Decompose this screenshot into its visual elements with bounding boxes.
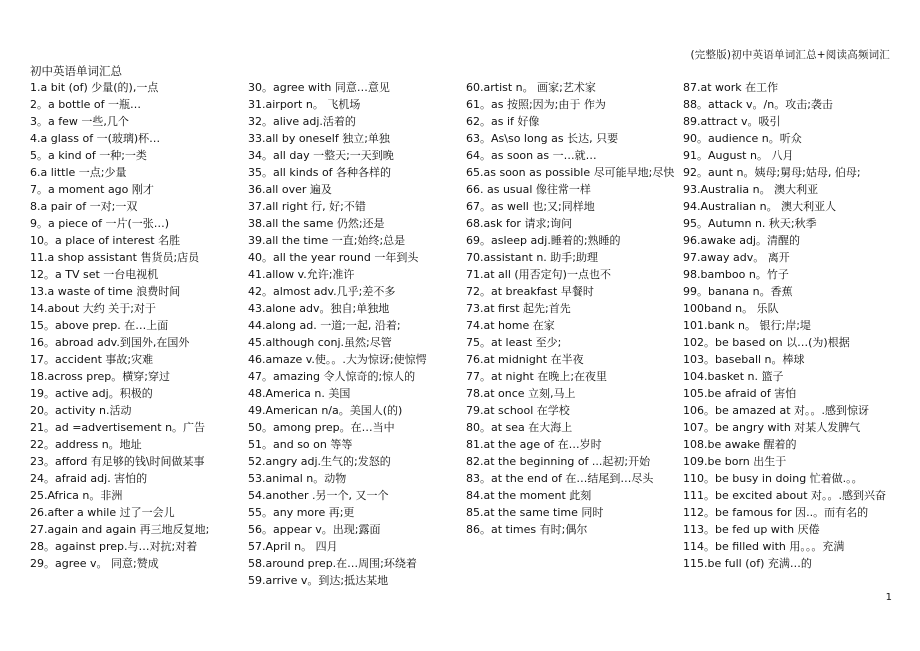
page-title: 初中英语单词汇总 <box>30 64 122 78</box>
vocab-entry: 40。all the year round 一年到头 <box>248 251 419 264</box>
vocab-entry: 35。all kinds of 各种各样的 <box>248 166 392 179</box>
vocab-entry: 44.along ad. 一道;一起, 沿着; <box>248 319 401 332</box>
vocab-entry: 57.April n。 四月 <box>248 540 338 553</box>
vocab-entry: 66. as usual 像往常一样 <box>466 183 591 196</box>
vocab-entry: 25.Africa n。非洲 <box>30 489 123 502</box>
vocab-entry: 11.a shop assistant 售货员;店员 <box>30 251 200 264</box>
vocab-entry: 85.at the same time 同时 <box>466 506 604 519</box>
vocab-entry: 33.all by oneself 独立;单独 <box>248 132 390 145</box>
vocab-entry: 38.all the same 仍然;还是 <box>248 217 385 230</box>
vocab-entry: 12。a TV set 一台电视机 <box>30 268 159 281</box>
vocab-entry: 107。be angry with 对某人发脾气 <box>683 421 861 434</box>
vocab-entry: 43.alone adv。独自;单独地 <box>248 302 390 315</box>
vocab-entry: 109.be born 出生于 <box>683 455 787 468</box>
vocab-entry: 115.be full (of) 充满…的 <box>683 557 812 570</box>
column-3 <box>466 79 680 538</box>
vocab-entry: 111。be excited about 对。。.感到兴奋 <box>683 489 887 502</box>
vocab-entry: 110。be busy in doing 忙着做.。。 <box>683 472 863 485</box>
vocab-entry: 61。as 按照;因为;由于 作为 <box>466 98 606 111</box>
vocab-entry: 34。all day 一整天;一天到晚 <box>248 149 394 162</box>
vocab-entry: 3。a few 一些,几个 <box>30 115 129 128</box>
vocab-entry: 84.at the moment 此刻 <box>466 489 592 502</box>
vocab-entry: 22。address n。地址 <box>30 438 142 451</box>
vocab-entry: 108.be awake 醒着的 <box>683 438 797 451</box>
vocab-entry: 50。among prep。在…当中 <box>248 421 395 434</box>
vocab-entry: 37.all right 行, 好;不错 <box>248 200 366 213</box>
vocab-entry: 36.all over 遍及 <box>248 183 332 196</box>
vocab-entry: 76.at midnight 在半夜 <box>466 353 584 366</box>
vocab-entry: 65.as soon as possible 尽可能早地;尽快 <box>466 166 675 179</box>
vocab-entry: 70.assistant n. 助手;助理 <box>466 251 598 264</box>
vocab-entry: 41.allow v.允许;准许 <box>248 268 355 281</box>
vocab-entry: 24。afraid adj. 害怕的 <box>30 472 148 485</box>
document-header: (完整版)初中英语单词汇总+阅读高频词汇 <box>690 49 890 61</box>
vocab-entry: 2。a bottle of 一瓶… <box>30 98 141 111</box>
vocab-entry: 93.Australia n。 澳大利亚 <box>683 183 819 196</box>
vocab-entry: 105.be afraid of 害怕 <box>683 387 797 400</box>
vocab-entry: 14.about 大约 关于;对于 <box>30 302 156 315</box>
vocab-entry: 28。against prep.与…对抗;对着 <box>30 540 198 553</box>
vocab-entry: 87.at work 在工作 <box>683 81 779 94</box>
vocab-entry: 15。above prep. 在…上面 <box>30 319 169 332</box>
vocab-entry: 113。be fed up with 厌倦 <box>683 523 820 536</box>
vocab-entry: 95。Autumn n. 秋天;秋季 <box>683 217 817 230</box>
vocab-entry: 73.at first 起先;首先 <box>466 302 571 315</box>
vocab-entry: 78.at once 立刻,马上 <box>466 387 576 400</box>
vocab-entry: 27.again and again 再三地反复地; <box>30 523 210 536</box>
vocab-entry: 45.although conj.虽然;尽管 <box>248 336 392 349</box>
vocab-entry: 92。aunt n。姨母;舅母;姑母, 伯母; <box>683 166 861 179</box>
vocab-entry: 9。a piece of 一片(一张…) <box>30 217 170 230</box>
vocab-entry: 112。be famous for 因..。而有名的 <box>683 506 869 519</box>
vocab-entry: 88。attack v。/n。攻击;袭击 <box>683 98 833 111</box>
vocab-entry: 18.across prep。横穿;穿过 <box>30 370 170 383</box>
vocab-entry: 114。be filled with 用。。。充满 <box>683 540 845 553</box>
vocab-entry: 5。a kind of 一种;一类 <box>30 149 147 162</box>
vocab-entry: 31.airport n。 飞机场 <box>248 98 361 111</box>
vocab-entry: 49.American n/a。美国人(的) <box>248 404 403 417</box>
vocab-entry: 39.all the time 一直;始终;总是 <box>248 234 406 247</box>
vocab-entry: 97.away adv。 离开 <box>683 251 790 264</box>
vocab-entry: 7。a moment ago 刚才 <box>30 183 154 196</box>
vocab-entry: 71.at all (用否定句)一点也不 <box>466 268 611 281</box>
vocab-entry: 69。asleep adj.睡着的;熟睡的 <box>466 234 621 247</box>
vocab-entry: 48.America n. 美国 <box>248 387 351 400</box>
vocab-entry: 81.at the age of 在…岁时 <box>466 438 602 451</box>
vocab-entry: 94.Australian n。 澳大利亚人 <box>683 200 837 213</box>
vocab-entry: 21。ad =advertisement n。广告 <box>30 421 206 434</box>
vocab-entry: 42。almost adv.几乎;差不多 <box>248 285 396 298</box>
page-number: 1 <box>885 592 892 603</box>
vocab-entry: 72。at breakfast 早餐时 <box>466 285 594 298</box>
vocab-entry: 16。abroad adv.到国外,在国外 <box>30 336 190 349</box>
vocab-entry: 30。agree with 同意…意见 <box>248 81 390 94</box>
vocab-entry: 8.a pair of 一对;一双 <box>30 200 138 213</box>
vocab-entry: 26.after a while 过了一会儿 <box>30 506 175 519</box>
vocab-entry: 6.a little 一点;少量 <box>30 166 127 179</box>
vocab-entry: 60.artist n。 画家;艺术家 <box>466 81 596 94</box>
vocab-entry: 23。afford 有足够的钱\时间做某事 <box>30 455 205 468</box>
vocab-entry: 79.at school 在学校 <box>466 404 570 417</box>
vocab-entry: 80。at sea 在大海上 <box>466 421 573 434</box>
vocab-entry: 90。audience n。听众 <box>683 132 802 145</box>
vocab-entry: 51。and so on 等等 <box>248 438 353 451</box>
vocab-entry: 53.animal n。动物 <box>248 472 347 485</box>
vocab-entry: 56。appear v。出现;露面 <box>248 523 381 536</box>
vocabulary-columns <box>30 79 892 587</box>
vocab-entry: 13.a waste of time 浪费时间 <box>30 285 181 298</box>
vocab-entry: 58.around prep.在…周围;环绕着 <box>248 557 417 570</box>
vocab-entry: 99。banana n。香蕉 <box>683 285 793 298</box>
vocab-entry: 106。be amazed at 对。。.感到惊讶 <box>683 404 870 417</box>
vocab-entry: 67。as well 也;又;同样地 <box>466 200 595 213</box>
vocab-entry: 98.bamboo n。竹子 <box>683 268 789 281</box>
vocab-entry: 68.ask for 请求;询问 <box>466 217 573 230</box>
vocab-entry: 96.awake adj。清醒的 <box>683 234 800 247</box>
vocab-entry: 89.attract v。吸引 <box>683 115 781 128</box>
vocab-entry: 101.bank n。 银行;岸;堤 <box>683 319 811 332</box>
vocab-entry: 54.another .另一个, 又一个 <box>248 489 389 502</box>
column-4 <box>683 79 892 572</box>
vocab-entry: 100band n。 乐队 <box>683 302 779 315</box>
vocab-entry: 104.basket n. 篮子 <box>683 370 784 383</box>
vocab-entry: 19。active adj。积极的 <box>30 387 153 400</box>
vocab-entry: 63。As\so long as 长达, 只要 <box>466 132 619 145</box>
vocab-entry: 52.angry adj.生气的;发怒的 <box>248 455 391 468</box>
column-1 <box>30 79 244 572</box>
column-2 <box>248 79 460 589</box>
vocab-entry: 10。a place of interest 名胜 <box>30 234 181 247</box>
vocab-entry: 32。alive adj.活着的 <box>248 115 356 128</box>
vocab-entry: 103。baseball n。棒球 <box>683 353 805 366</box>
vocab-entry: 77。at night 在晚上;在夜里 <box>466 370 608 383</box>
vocab-entry: 74.at home 在家 <box>466 319 555 332</box>
vocab-entry: 102。be based on 以…(为)根据 <box>683 336 850 349</box>
vocab-entry: 47。amazing 令人惊奇的;惊人的 <box>248 370 416 383</box>
vocab-entry: 20。activity n.活动 <box>30 404 132 417</box>
vocab-entry: 86。at times 有时;偶尔 <box>466 523 588 536</box>
vocab-entry: 17。accident 事故;灾难 <box>30 353 154 366</box>
vocab-entry: 55。any more 再;更 <box>248 506 355 519</box>
vocab-entry: 91。August n。 八月 <box>683 149 794 162</box>
vocab-entry: 46.amaze v.使。。.大为惊讶;使惊愕 <box>248 353 427 366</box>
vocab-entry: 4.a glass of 一(玻璃)杯… <box>30 132 161 145</box>
vocab-entry: 62。as if 好像 <box>466 115 540 128</box>
vocab-entry: 59.arrive v。到达;抵达某地 <box>248 574 389 587</box>
vocab-entry: 64。as soon as 一…就… <box>466 149 597 162</box>
vocab-entry: 1.a bit (of) 少量(的),一点 <box>30 81 159 94</box>
vocab-entry: 82.at the beginning of ...起初;开始 <box>466 455 651 468</box>
vocab-entry: 29。agree v。 同意;赞成 <box>30 557 159 570</box>
vocab-entry: 83。at the end of 在…结尾到…尽头 <box>466 472 654 485</box>
vocab-entry: 75。at least 至少; <box>466 336 562 349</box>
